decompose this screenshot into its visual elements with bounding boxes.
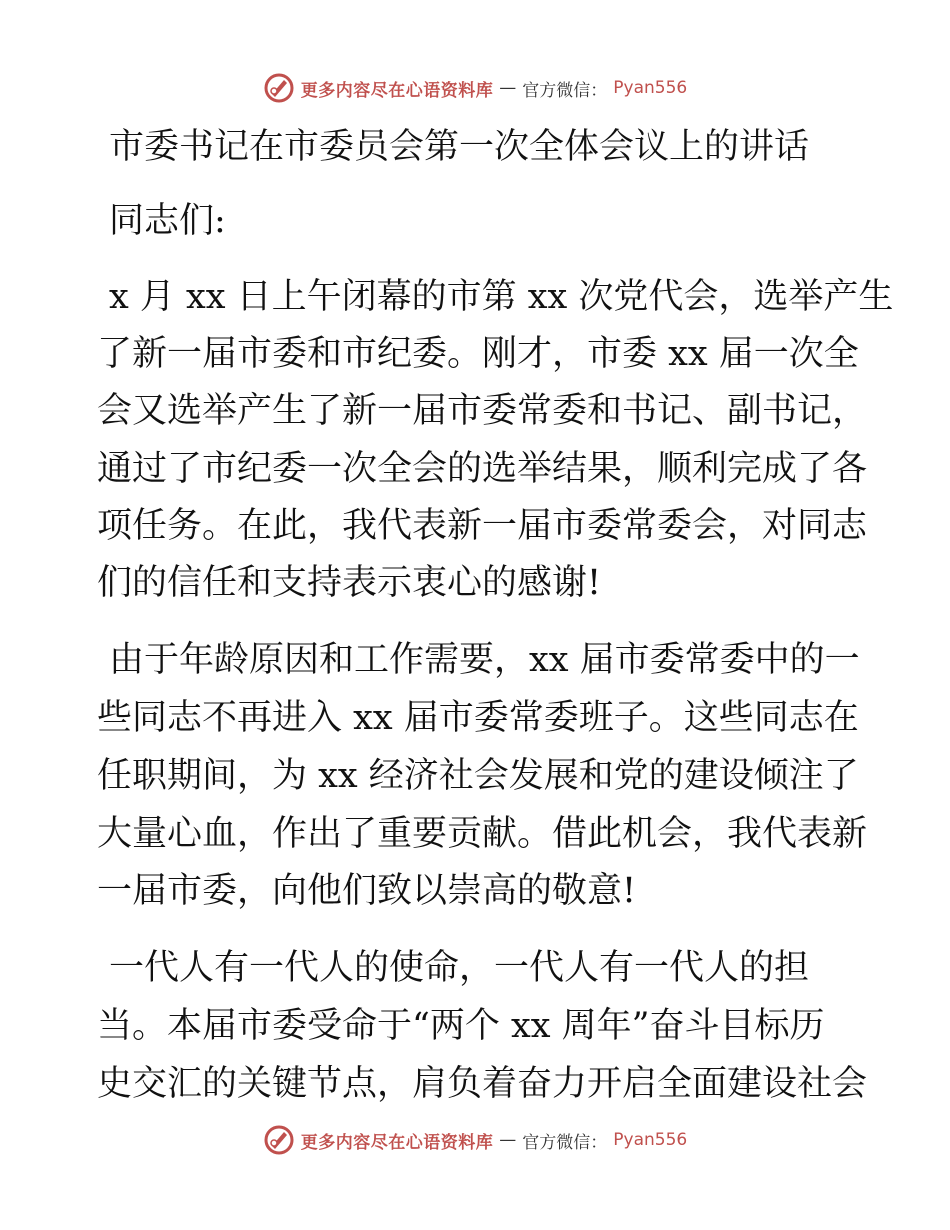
- watermark-label: 官方微信：: [522, 1132, 608, 1153]
- brand-logo-icon: [263, 1124, 295, 1156]
- watermark-wechat-id: Pyan556: [613, 1130, 688, 1150]
- paragraph-line: 当。本届市委受命于“两个 xx 周年”奋斗目标历: [97, 1006, 825, 1046]
- paragraph-line: 由于年龄原因和工作需要，xx 届市委常委中的一: [109, 640, 860, 680]
- watermark-wechat-id: Pyan556: [613, 78, 688, 98]
- paragraph-line: 些同志不再进入 xx 届市委常委班子。这些同志在: [97, 698, 859, 738]
- watermark-brand: 更多内容尽在心语资料库: [300, 1132, 494, 1153]
- watermark-header: [0, 72, 950, 104]
- paragraph-line: 一届市委，向他们致以崇高的敬意!: [97, 871, 637, 911]
- paragraph-line: 一代人有一代人的使命，一代人有一代人的担: [109, 948, 810, 988]
- paragraph-line: 通过了市纪委一次全会的选举结果，顺利完成了各: [97, 449, 868, 489]
- paragraph-line: 们的信任和支持表示衷心的感谢!: [97, 563, 602, 603]
- salutation: 同志们:: [109, 201, 226, 241]
- paragraph-line: x 月 xx 日上午闭幕的市第 xx 次党代会，选举产生: [109, 277, 894, 317]
- watermark-footer: [0, 1124, 950, 1156]
- paragraph-line: 了新一届市委和市纪委。刚才，市委 xx 届一次全: [97, 334, 859, 374]
- watermark-separator: —: [499, 1130, 517, 1150]
- watermark-label: 官方微信：: [522, 80, 608, 101]
- watermark-brand: 更多内容尽在心语资料库: [300, 80, 494, 101]
- paragraph-line: 任职期间，为 xx 经济社会发展和党的建设倾注了: [97, 756, 859, 796]
- paragraph-line: 会又选举产生了新一届市委常委和书记、副书记，: [97, 391, 868, 431]
- document-title: 市委书记在市委员会第一次全体会议上的讲话: [109, 127, 810, 167]
- watermark-separator: —: [499, 78, 517, 98]
- paragraph-line: 大量心血，作出了重要贡献。借此机会，我代表新: [97, 814, 868, 854]
- paragraph-line: 项任务。在此，我代表新一届市委常委会，对同志: [97, 506, 868, 546]
- paragraph-line: 史交汇的关键节点，肩负着奋力开启全面建设社会: [97, 1064, 868, 1104]
- brand-logo-icon: [263, 72, 295, 104]
